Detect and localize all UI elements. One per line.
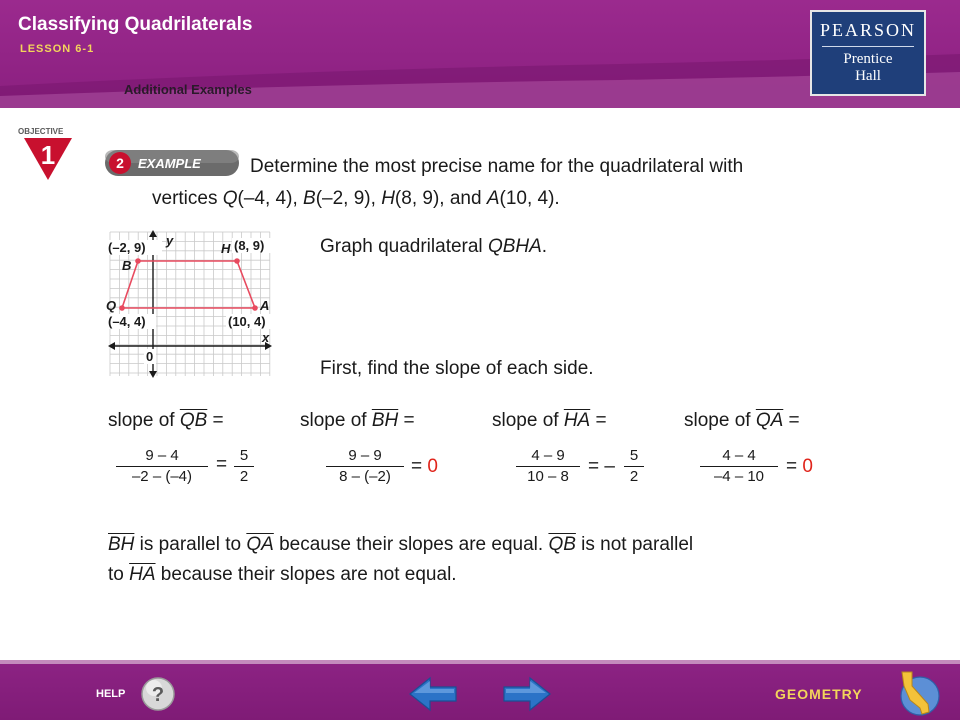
label-q: Q [106,298,117,313]
slope-ha-equals: = – [588,456,615,477]
label-y: y [166,233,174,248]
label-a-coord: (10, 4) [228,314,266,329]
conclusion-line-1: $\overline{BH}$ is parallel to $\overline{QA}$ because their slopes are equal. $\overline{QB}$ is not parallel [108,534,694,555]
slope-label-qa: slope of $\overline{QA}$ = [684,410,800,431]
logo-text-prentice: Prentice [843,51,893,67]
label-origin: 0 [146,349,154,364]
label-h-coord: (8, 9) [234,238,265,253]
lesson-title: Classifying Quadrilaterals [18,14,253,35]
label-q-coord: (–4, 4) [108,314,146,329]
coordinate-graph [104,228,276,380]
slope-bh-equals: = 0 [411,456,438,477]
slope-label-qb: slope of $\overline{QB}$ = [108,410,224,431]
label-h: H [221,241,231,256]
header-banner [0,0,960,108]
example-number: 2 [116,155,124,171]
logo-text-pearson: PEARSON [819,20,917,40]
slope-ha-fraction: $\frac{4 - 9}{10 - 8}$ [516,446,580,487]
slope-qb-equals: = [216,454,228,475]
previous-arrow-icon[interactable] [408,676,458,712]
problem-line-1: Determine the most precise name for the quadrilateral with [250,156,744,177]
label-b-coord: (–2, 9) [108,240,146,255]
slope-qa-fraction: $\frac{4 - 4}{-4 - 10}$ [700,446,778,487]
slope-bh-fraction: $\frac{9 - 9}{8 - (-2)}$ [326,446,404,487]
objective-badge-icon [14,126,94,182]
logo-text-hall: Hall [855,68,881,84]
lesson-number: LESSON 6-1 [20,43,95,55]
help-question-icon[interactable] [140,676,176,712]
example-label: EXAMPLE [138,156,201,171]
svg-text:?: ? [151,684,165,706]
slope-qb-result: $\frac{5}{2}$ [234,446,254,487]
slope-label-bh: slope of $\overline{BH}$ = [300,410,415,431]
objective-number: 1 [40,140,56,170]
conclusion-line-2: to $\overline{HA}$ because their slopes are not equal. [108,564,457,585]
label-x: x [262,330,270,345]
objective-label: OBJECTIVE [18,127,64,136]
problem-line-2: vertices Q(–4, 4), B(–2, 9), H(8, 9), and A(10, 4). [152,188,560,209]
california-state-icon[interactable] [896,668,942,718]
slope-qa-equals: = 0 [786,456,813,477]
label-a: A [260,298,270,313]
course-label: GEOMETRY [775,686,863,702]
section-subtitle: Additional Examples [124,82,252,97]
step-find-slope: First, find the slope of each side. [320,358,594,379]
slope-qb-fraction: $\frac{9 - 4}{-2 - (-4)}$ [116,446,208,487]
help-label: HELP [96,688,126,700]
step-graph: Graph quadrilateral QBHA. [320,236,548,257]
slope-ha-result: $\frac{5}{2}$ [624,446,644,487]
label-b: B [122,258,132,273]
slope-label-ha: slope of $\overline{HA}$ = [492,410,607,431]
next-arrow-icon[interactable] [502,676,552,712]
publisher-logo [810,10,926,96]
example-tag-icon [104,148,242,178]
